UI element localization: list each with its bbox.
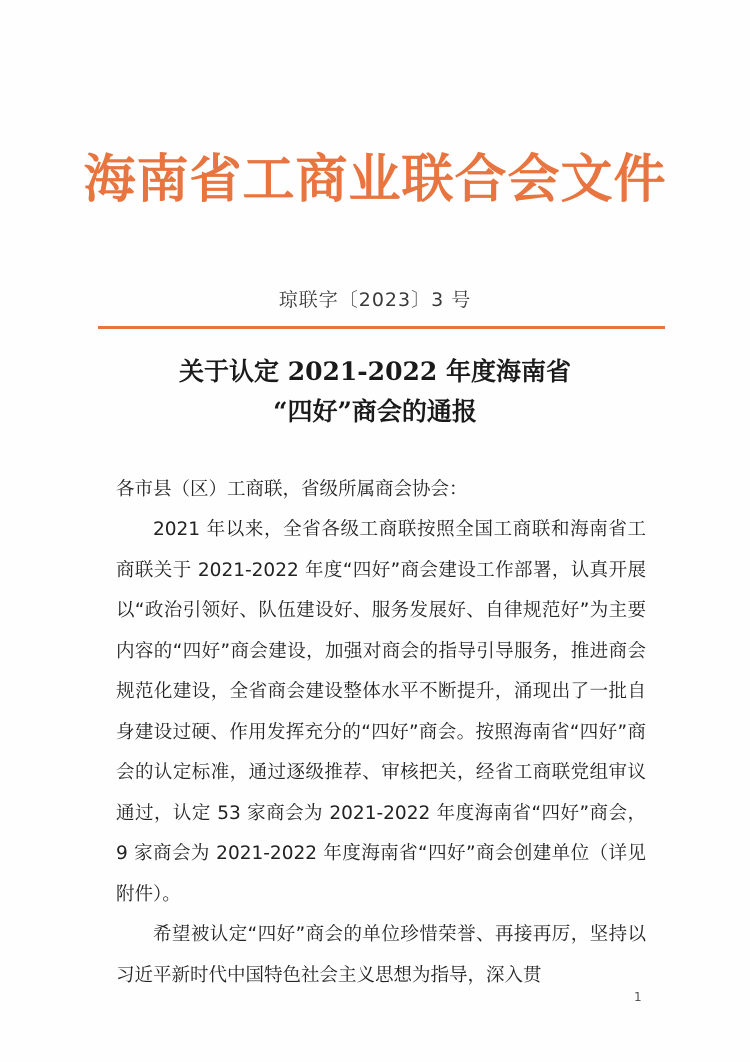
salutation: 各市县（区）工商联，省级所属商会协会： bbox=[116, 479, 468, 500]
document-number: 琼联字〔2023〕3 号 bbox=[278, 289, 472, 311]
notice-title-line-1: 关于认定 2021-2022 年度海南省 bbox=[179, 357, 571, 386]
notice-title-line-2: “四好”商会的通报 bbox=[273, 397, 477, 426]
notice-title bbox=[0, 352, 750, 432]
page-number: 1 bbox=[634, 990, 642, 1004]
header-divider-rule bbox=[98, 326, 665, 329]
body-text bbox=[116, 510, 646, 996]
body-paragraph-1: 2021 年以来，全省各级工商联按照全国工商联和海南省工商联关于 2021-2022 年度“四好”商会建设工作部署，认真开展以“政治引领好、队伍建设好、服务发展好、自律规范好”为主要内容的“四好”商会建设，加强对商会的指导引导服务，推进商会规范化建设，全省商会建设整体水平不断提升，涌现出了一批自身建设过硬、作用发挥充分的“四好”商会。按照海南省“四好”商会的认定标准，通过逐级推荐、审核把关，经省工商联党组审议通过，认定 53 家商会为 2021-2022 年度海南省“四好”商会，9 家商会为 2021-2022 年度海南省“四好”商会创建单位（详见附件）。 bbox=[116, 519, 646, 905]
document-header-title: 海南省工商业联合会文件 bbox=[83, 149, 667, 210]
body-paragraph-2: 希望被认定“四好”商会的单位珍惜荣誉、再接再厉，坚持以习近平新时代中国特色社会主义思想为指导，深入贯 bbox=[116, 924, 646, 986]
